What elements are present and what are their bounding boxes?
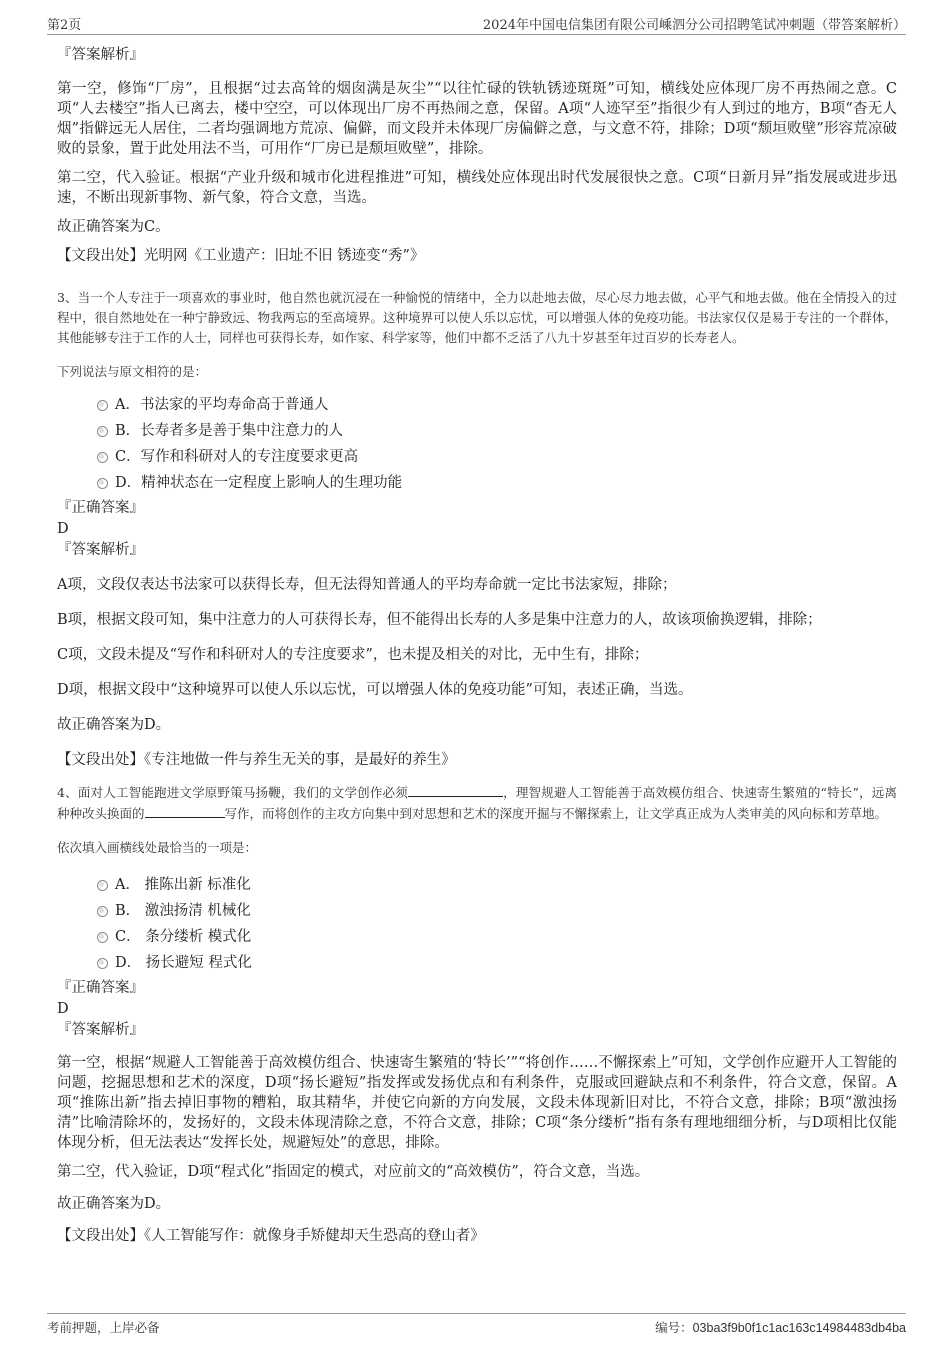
q4-stem	[57, 782, 897, 824]
radio-icon[interactable]	[97, 478, 108, 489]
radio-icon[interactable]	[97, 906, 108, 917]
q4-analysis-p2: 第二空，代入验证，D项“程式化”指固定的模式，对应前文的“高效模仿”，符合文意，当选。	[57, 1164, 650, 1180]
q3-options	[57, 392, 897, 496]
q3-analysis-label: 『答案解析』	[57, 542, 144, 558]
q3-option-a-label: A．书法家的平均寿命高于普通人	[115, 397, 329, 413]
footer-slogan: 考前押题，上岸必备	[47, 1320, 160, 1335]
q3-question: 下列说法与原文相符的是：	[57, 364, 208, 379]
q4-option-a[interactable]	[57, 872, 897, 898]
q3-option-a[interactable]	[57, 392, 897, 418]
q3-analysis-conclusion: 故正确答案为D。	[57, 717, 171, 733]
q4-analysis-p1: 第一空，根据“规避人工智能善于高效模仿组合、快速寄生繁殖的‘特长’”“将创作……不懈探索上”可知，文学创作应避开人工智能的问题，挖掘思想和艺术的深度，D项“扬长避短”指发挥或发扬优点和有利条件，克服或回避缺点和不利条件，符合文意，保留。A项“推陈出新”指去掉旧事物的糟粕，取其精华，并使它向新的方向发展，文段未体现新旧对比，不符合文意，排除；B项“激浊扬清”比喻清除坏的，发扬好的，文段未体现清除之意，不符合文意，排除；C项“条分缕析”指有条有理地细细分析，与D项相比仅能体现分析，但无法表达“发挥长处，规避短处”的意思，排除。	[57, 1055, 897, 1151]
q4-option-d[interactable]	[57, 950, 897, 976]
q3-option-b-label: B．长寿者多是善于集中注意力的人	[115, 423, 344, 439]
q2-analysis-p3: 故正确答案为C。	[57, 219, 170, 235]
radio-icon[interactable]	[97, 932, 108, 943]
q4-source: 【文段出处】《人工智能写作：就像身手矫健却天生恐高的登山者》	[57, 1228, 485, 1244]
radio-icon[interactable]	[97, 426, 108, 437]
q3-source: 【文段出处】《专注地做一件与养生无关的事，是最好的养生》	[57, 752, 456, 768]
q3-analysis-d: D项，根据文段中“这种境界可以使人乐以忘忧，可以增强人体的免疫功能”可知，表述正确，当选。	[57, 682, 693, 698]
page-number: 第2页	[47, 18, 82, 33]
q4-options	[57, 872, 897, 976]
q4-option-c[interactable]	[57, 924, 897, 950]
q3-option-d[interactable]	[57, 470, 897, 496]
q4-stem-part-3: 写作，而将创作的主攻方向集中到对思想和艺术的深度开掘与不懈探索上，让文学真正成为人类审美的风向标和芳草地。	[224, 806, 888, 821]
q3-analysis-b: B项，根据文段可知，集中注意力的人可获得长寿，但不能得出长寿的人多是集中注意力的人，故该项偷换逻辑，排除；	[57, 612, 822, 628]
radio-icon[interactable]	[97, 958, 108, 969]
q4-analysis-label: 『答案解析』	[57, 1022, 144, 1038]
q4-blank-1	[408, 782, 503, 797]
document-code-value: 03ba3f9b0f1c1ac163c14984483db4ba	[692, 1321, 906, 1335]
q2-analysis-p2: 第二空，代入验证。根据“产业升级和城市化进程推进”可知，横线处应体现出时代发展很快之意。C项“日新月异”指发展或进步迅速，不断出现新事物、新气象，符合文意，当选。	[57, 170, 897, 206]
q4-option-c-label: C． 条分缕析 模式化	[115, 929, 252, 945]
page-content	[57, 45, 897, 1255]
q4-option-d-label: D． 扬长避短 程式化	[115, 955, 252, 971]
q4-option-a-label: A． 推陈出新 标准化	[115, 877, 251, 893]
q3-option-b[interactable]	[57, 418, 897, 444]
document-title: 2024年中国电信集团有限公司嵊泗分公司招聘笔试冲刺题（带答案解析）	[482, 18, 906, 33]
q4-correct-answer: D	[57, 1001, 69, 1017]
q2-analysis-label: 『答案解析』	[57, 47, 144, 63]
q4-analysis-p3: 故正确答案为D。	[57, 1196, 171, 1212]
q3-analysis-a: A项，文段仅表达书法家可以获得长寿，但无法得知普通人的平均寿命就一定比书法家短，排除；	[57, 577, 677, 593]
page-header	[47, 12, 906, 35]
q4-stem-part-1: 4、面对人工智能跑进文学原野策马扬鞭，我们的文学创作必须	[57, 785, 408, 800]
document-code-label: 编号：	[655, 1320, 693, 1335]
radio-icon[interactable]	[97, 880, 108, 891]
q2-source: 【文段出处】光明网《工业遗产：旧址不旧 锈迹变“秀”》	[57, 248, 425, 264]
q3-option-c-label: C．写作和科研对人的专注度要求更高	[115, 449, 359, 465]
q4-correct-label: 『正确答案』	[57, 980, 144, 996]
q4-question: 依次填入画横线处最恰当的一项是：	[57, 840, 258, 855]
radio-icon[interactable]	[97, 400, 108, 411]
q3-option-d-label: D．精神状态在一定程度上影响人的生理功能	[115, 475, 403, 491]
q4-option-b-label: B． 激浊扬清 机械化	[115, 903, 251, 919]
q3-stem: 3、当一个人专注于一项喜欢的事业时，他自然也就沉浸在一种愉悦的情绪中，全力以赴地去做，尽心尽力地去做，心平气和地去做。他在全情投入的过程中，很自然地处在一种宁静致远、物我两忘的至高境界。这种境界可以使人乐以忘忧，可以增强人体的免疫功能。书法家仅仅是易于专注的一个群体，其他能够专注于工作的人士，同样也可获得长寿，如作家、科学家等，他们中都不乏活了八九十岁甚至年过百岁的长寿老人。	[57, 290, 897, 345]
radio-icon[interactable]	[97, 452, 108, 463]
q4-stem-part-2: ，理智规避人工智能善于高效模仿组合、快速寄生繁殖的“特长”，远离种种改头换面的	[57, 785, 897, 821]
q2-analysis-p1: 第一空，修饰“厂房”，且根据“过去高耸的烟囱满是灰尘”“以往忙碌的铁轨锈迹斑斑”可知，横线处应体现厂房不再热闹之意。C项“人去楼空”指人已离去，楼中空空，可以体现出厂房不再热闹之意，保留。A项“人迹罕至”指很少有人到过的地方，B项“杳无人烟”指僻远无人居住，二者均强调地方荒凉、偏僻，而文段并未体现厂房偏僻之意，与文意不符，排除；D项“颓垣败壁”形容荒凉破败的景象，置于此处用法不当，可用作“厂房已是颓垣败壁”，排除。	[57, 81, 897, 157]
page-footer	[47, 1313, 906, 1336]
q3-correct-label: 『正确答案』	[57, 500, 144, 516]
q3-analysis-c: C项，文段未提及“写作和科研对人的专注度要求”，也未提及相关的对比，无中生有，排除；	[57, 647, 649, 663]
q4-blank-2	[145, 803, 225, 818]
q4-option-b[interactable]	[57, 898, 897, 924]
document-code	[655, 1318, 906, 1336]
q3-option-c[interactable]	[57, 444, 897, 470]
q3-correct-answer: D	[57, 521, 69, 537]
